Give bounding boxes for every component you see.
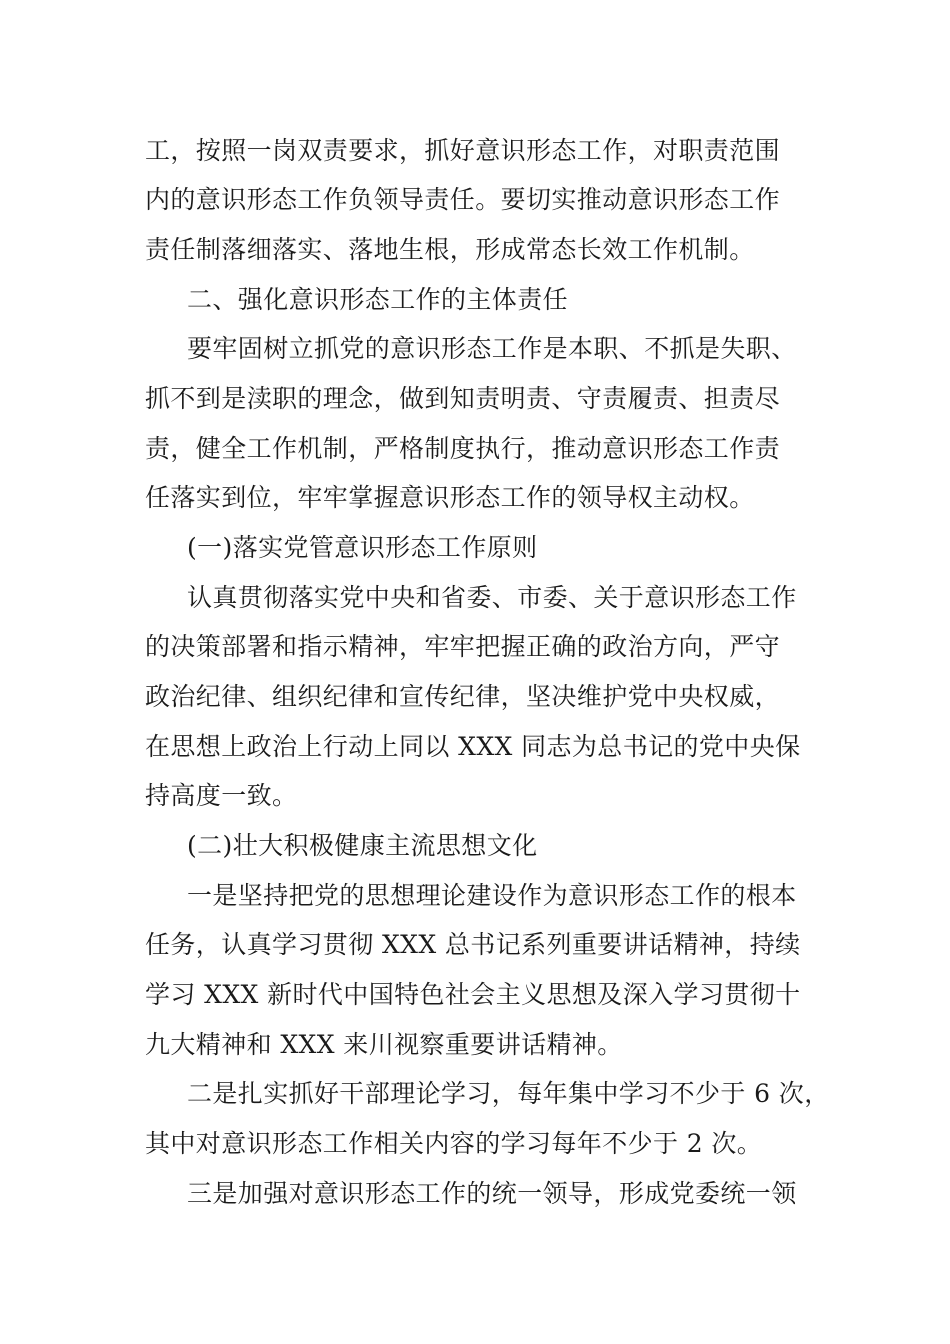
body-text-line: 工，按照一岗双责要求，抓好意识形态工作，对职责范围: [145, 136, 781, 165]
body-text-line: 一是坚持把党的思想理论建设作为意识形态工作的根本: [187, 881, 797, 910]
body-text-line: 政治纪律、组织纪律和宣传纪律，坚决维护党中央权威，: [145, 682, 781, 711]
body-text-line: 在思想上政治上行动上同以 XXX 同志为总书记的党中央保: [145, 732, 801, 761]
body-text-line: 三是加强对意识形态工作的统一领导，形成党委统一领: [187, 1179, 797, 1208]
body-text-line: 责，健全工作机制，严格制度执行，推动意识形态工作责: [145, 434, 781, 463]
subsection-heading: (二)壮大积极健康主流思想文化: [187, 831, 538, 860]
body-text-line: 二是扎实抓好干部理论学习，每年集中学习不少于 6 次，: [187, 1079, 830, 1108]
body-text-line: 责任制落细落实、落地生根，形成常态长效工作机制。: [145, 235, 755, 264]
body-text-line: 持高度一致。: [145, 781, 298, 810]
body-text-line: 要牢固树立抓党的意识形态工作是本职、不抓是失职、: [187, 334, 797, 363]
body-text-line: 学习 XXX 新时代中国特色社会主义思想及深入学习贯彻十: [145, 980, 801, 1009]
body-text-line: 认真贯彻落实党中央和省委、市委、关于意识形态工作: [187, 583, 797, 612]
subsection-heading: (一)落实党管意识形态工作原则: [187, 533, 538, 562]
body-text-line: 的决策部署和指示精神，牢牢把握正确的政治方向，严守: [145, 632, 781, 661]
body-text-line: 九大精神和 XXX 来川视察重要讲话精神。: [145, 1030, 623, 1059]
body-text-line: 抓不到是渎职的理念，做到知责明责、守责履责、担责尽: [145, 384, 781, 413]
body-text-line: 其中对意识形态工作相关内容的学习每年不少于 2 次。: [145, 1129, 763, 1158]
body-text-line: 任务，认真学习贯彻 XXX 总书记系列重要讲话精神，持续: [145, 930, 801, 959]
section-heading: 二、强化意识形态工作的主体责任: [187, 285, 569, 314]
body-text-line: 任落实到位，牢牢掌握意识形态工作的领导权主动权。: [145, 483, 755, 512]
body-text-line: 内的意识形态工作负领导责任。要切实推动意识形态工作: [145, 185, 781, 214]
